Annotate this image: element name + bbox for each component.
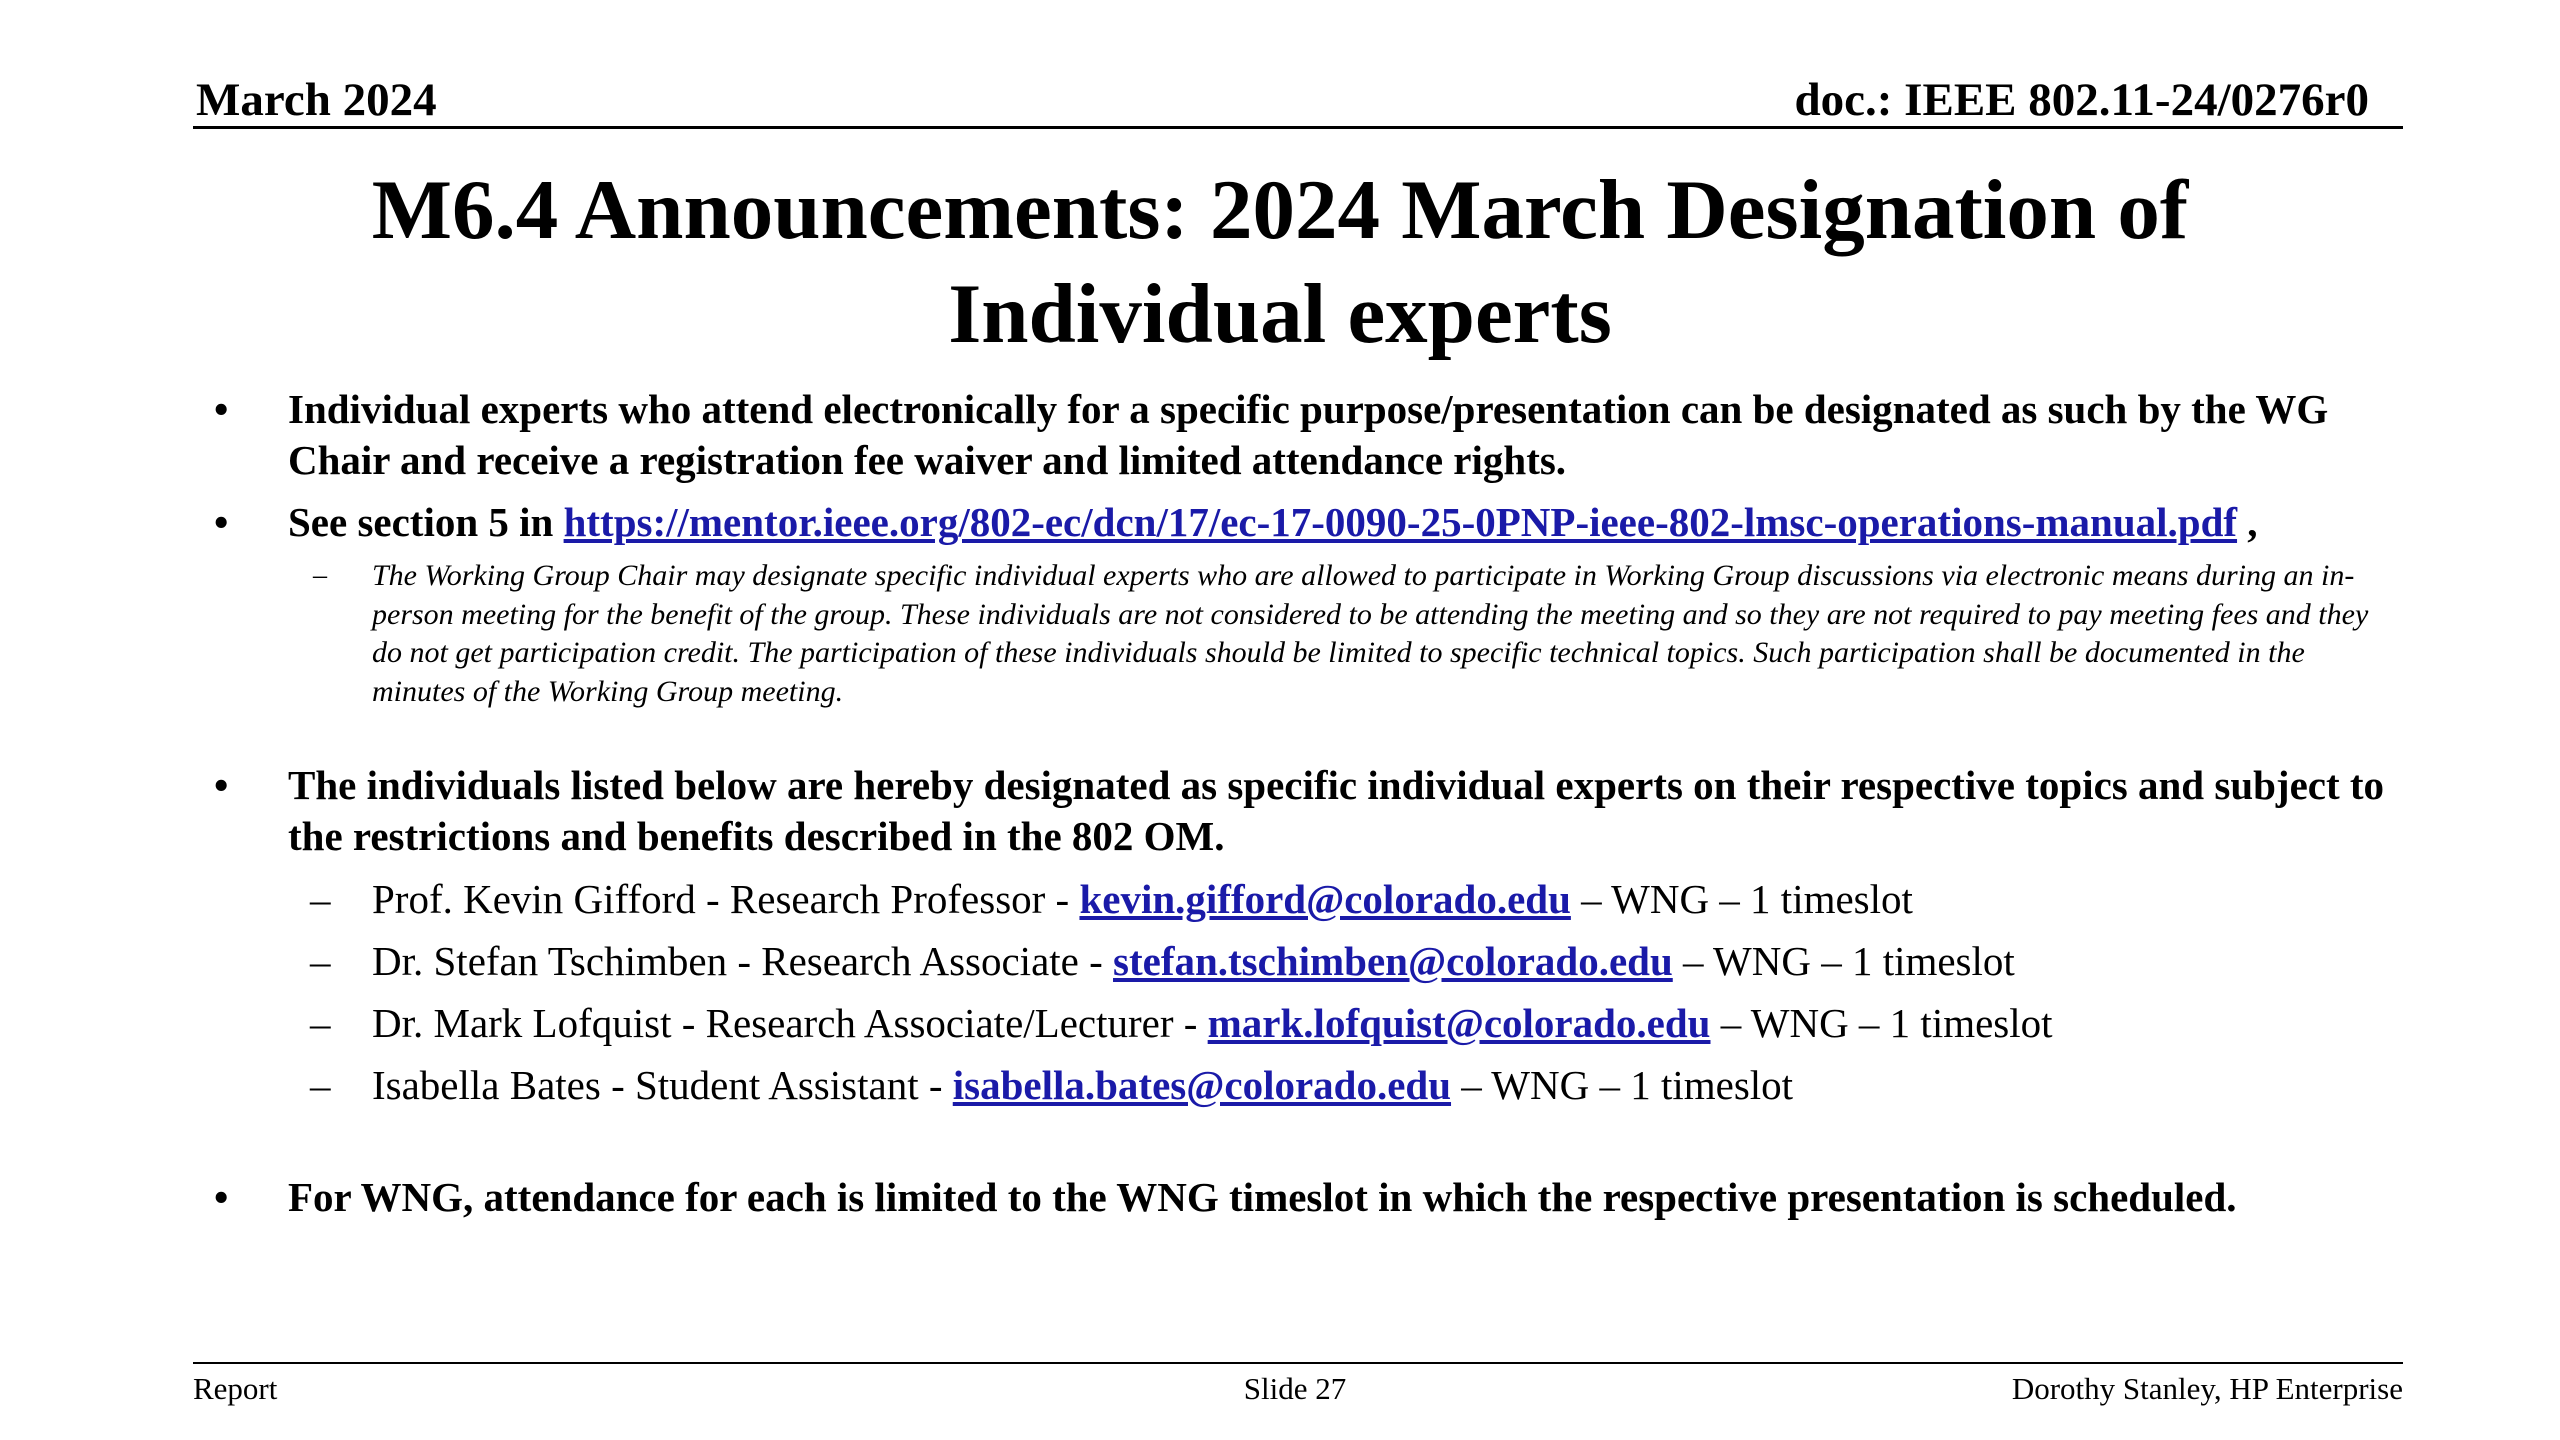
- bullet-marker: •: [214, 499, 229, 545]
- footer-report: Report: [193, 1371, 278, 1406]
- bullet-text-suffix: ,: [2237, 499, 2258, 545]
- header-date: March 2024: [196, 74, 437, 126]
- bullet-wng-attendance: [214, 1172, 2388, 1223]
- bullet-marker: •: [214, 762, 229, 808]
- bullet-see-section: [214, 497, 2388, 548]
- dash-marker: –: [310, 876, 331, 922]
- om-quote: [313, 557, 2382, 711]
- footer-author: Dorothy Stanley, HP Enterprise: [2011, 1371, 2403, 1406]
- bullet-text: For WNG, attendance for each is limited to the WNG timeslot in which the respective presentation is scheduled.: [288, 1174, 2237, 1220]
- bullet-text: The individuals listed below are hereby designated as specific individual experts on their respective topics and subject to the restrictions and benefits described in the 802 OM.: [288, 762, 2385, 859]
- operations-manual-link[interactable]: https://mentor.ieee.org/802-ec/dcn/17/ec-17-0090-25-0PNP-ieee-802-lmsc-operations-manual.pdf: [563, 499, 2238, 545]
- footer-divider: [193, 1362, 2403, 1364]
- expert-email-link[interactable]: isabella.bates@colorado.edu: [952, 1062, 1452, 1108]
- bullet-individual-experts: [214, 384, 2388, 486]
- expert-slot: – WNG – 1 timeslot: [1672, 938, 2015, 984]
- slide-title: M6.4 Announcements: 2024 March Designation of Individual experts: [371, 163, 2189, 361]
- footer-slide-number: Slide 27: [1243, 1371, 1347, 1406]
- bullet-text-prefix: See section 5 in: [288, 499, 564, 545]
- expert-name: Isabella Bates - Student Assistant -: [372, 1062, 953, 1108]
- expert-slot: – WNG – 1 timeslot: [1570, 876, 1913, 922]
- dash-marker: –: [313, 560, 327, 591]
- bullet-marker: •: [214, 1174, 229, 1220]
- dash-marker: –: [310, 1062, 331, 1108]
- expert-email-link[interactable]: mark.lofquist@colorado.edu: [1207, 1000, 1711, 1046]
- bullet-marker: •: [214, 386, 229, 432]
- expert-name: Dr. Stefan Tschimben - Research Associate -: [372, 938, 1114, 984]
- quote-text: The Working Group Chair may designate specific individual experts who are allowed to participate in Working Group discussions via electronic means during an in-person meeting for the benefit of the group. These individuals are not considered to be attending the meeting and so they are not required to pay meeting fees and they do not get participation credit. The participation of these individuals should be limited to specific technical topics. Such participation shall be documented in the minutes of the Working Group meeting.: [372, 559, 2369, 708]
- expert-item: [310, 874, 1913, 925]
- header-divider: [193, 126, 2403, 129]
- dash-marker: –: [310, 1000, 331, 1046]
- expert-item: [310, 1060, 1794, 1111]
- bullet-text: Individual experts who attend electronically for a specific purpose/presentation can be designated as such by the WG Chair and receive a registration fee waiver and limited attendance rights.: [288, 386, 2329, 483]
- expert-item: [310, 998, 2053, 1049]
- expert-slot: – WNG – 1 timeslot: [1710, 1000, 2053, 1046]
- dash-marker: –: [310, 938, 331, 984]
- bullet-designated-list: [214, 760, 2388, 862]
- expert-name: Prof. Kevin Gifford - Research Professor -: [372, 876, 1080, 922]
- expert-item: [310, 936, 2015, 987]
- expert-name: Dr. Mark Lofquist - Research Associate/Lecturer -: [372, 1000, 1208, 1046]
- expert-email-link[interactable]: kevin.gifford@colorado.edu: [1079, 876, 1571, 922]
- header-doc-id: doc.: IEEE 802.11-24/0276r0: [1794, 74, 2369, 126]
- expert-slot: – WNG – 1 timeslot: [1451, 1062, 1794, 1108]
- expert-email-link[interactable]: stefan.tschimben@colorado.edu: [1113, 938, 1673, 984]
